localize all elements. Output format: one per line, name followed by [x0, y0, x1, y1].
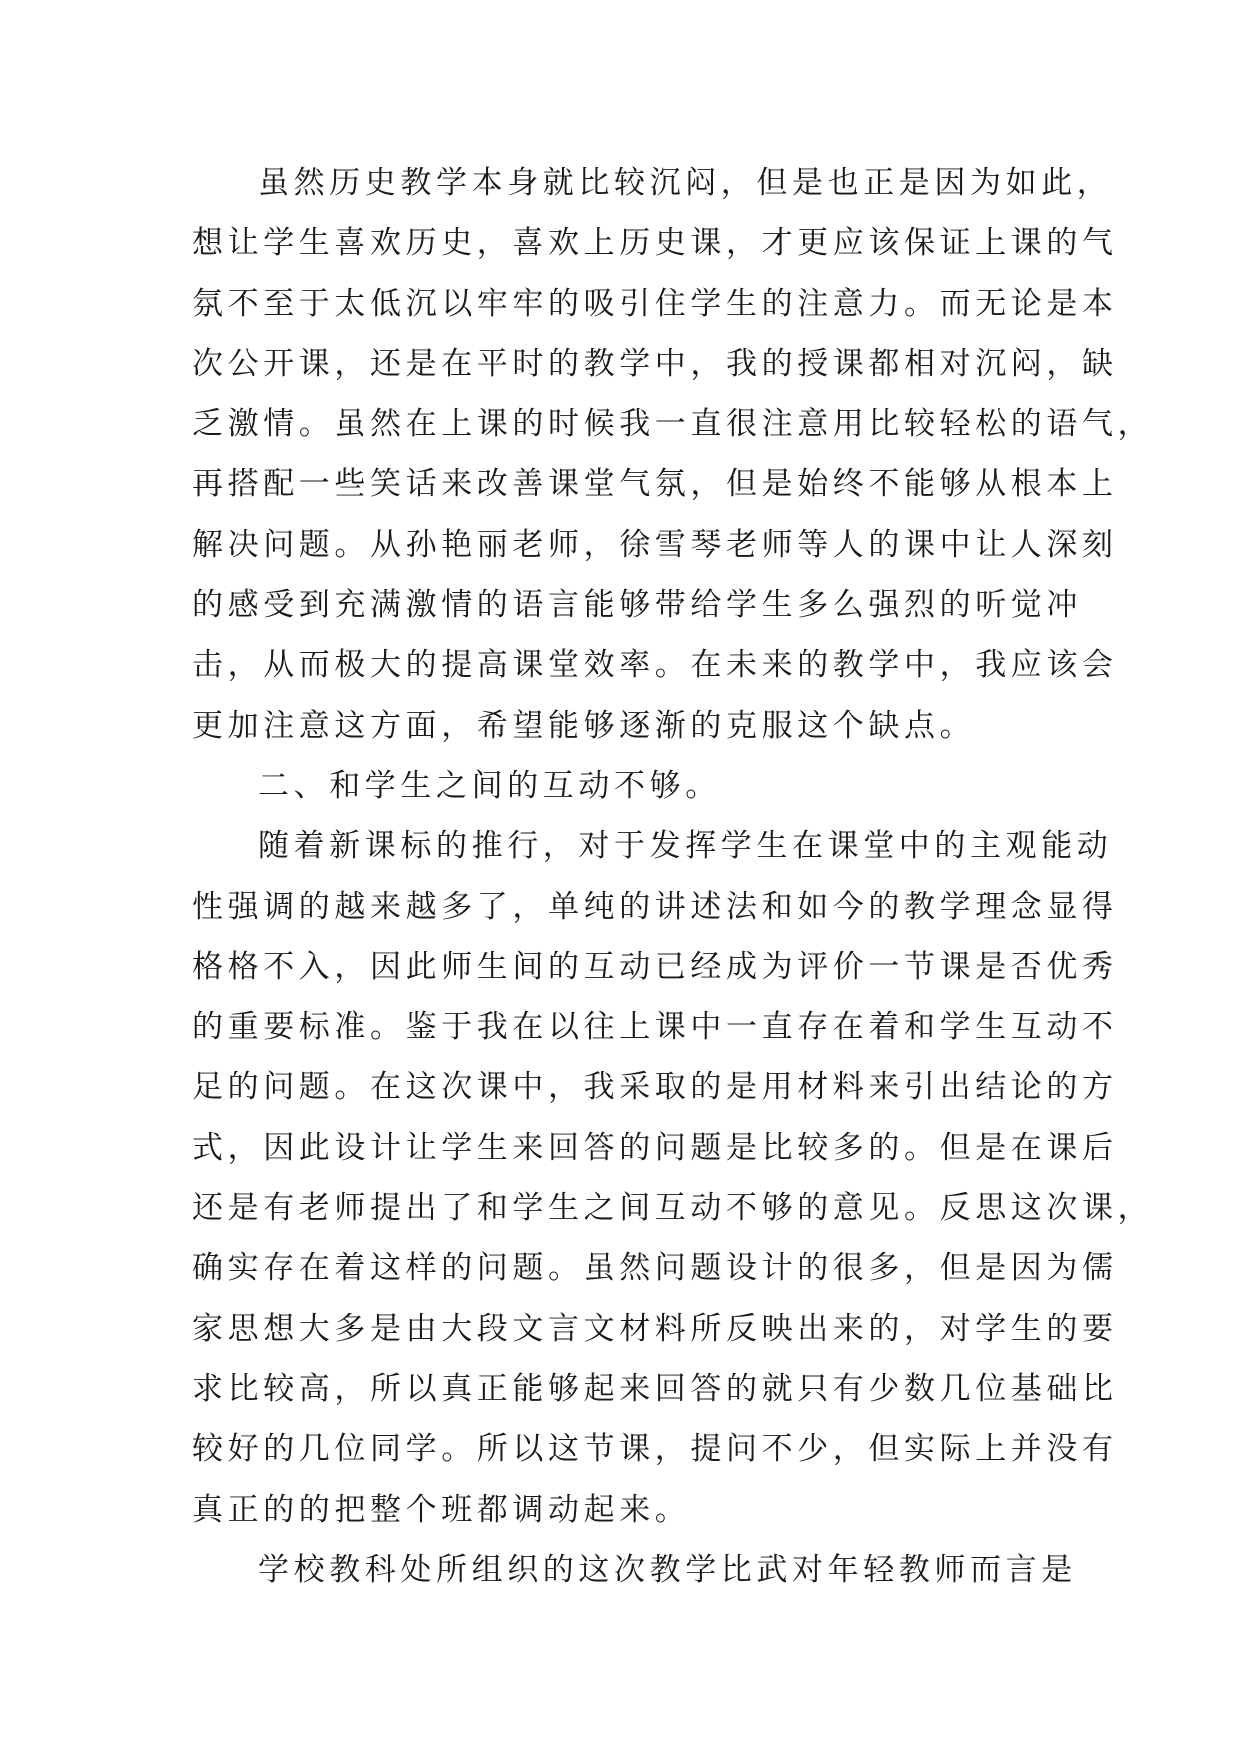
paragraph-line: 家思想大多是由大段文言文材料所反映出来的，对学生的要 — [192, 1310, 1118, 1347]
paragraph-line: 求比较高，所以真正能够起来回答的就只有少数几位基础比 — [192, 1370, 1118, 1407]
paragraph-line: 击，从而极大的提高课堂效率。在未来的教学中，我应该会 — [192, 647, 1118, 684]
paragraph-line: 氛不至于太低沉以牢牢的吸引住学生的注意力。而无论是本 — [192, 285, 1118, 322]
paragraph-line: 学校教科处所组织的这次教学比武对年轻教师而言是 — [258, 1551, 1077, 1588]
paragraph-line: 性强调的越来越多了，单纯的讲述法和如今的教学理念显得 — [192, 888, 1118, 925]
section-heading: 二、和学生之间的互动不够。 — [258, 767, 721, 804]
paragraph-line: 乏激情。虽然在上课的时候我一直很注意用比较轻松的语气， — [192, 406, 1154, 443]
paragraph-line: 足的问题。在这次课中，我采取的是用材料来引出结论的方 — [192, 1069, 1118, 1106]
paragraph-line: 更加注意这方面，希望能够逐渐的克服这个缺点。 — [192, 707, 976, 744]
paragraph-line: 再搭配一些笑话来改善课堂气氛，但是始终不能够从根本上 — [192, 466, 1118, 503]
paragraph-line: 解决问题。从孙艳丽老师，徐雪琴老师等人的课中让人深刻 — [192, 526, 1118, 563]
paragraph-line: 的重要标准。鉴于我在以往上课中一直存在着和学生互动不 — [192, 1009, 1118, 1046]
paragraph-line: 真正的的把整个班都调动起来。 — [192, 1491, 691, 1528]
paragraph-line: 随着新课标的推行，对于发挥学生在课堂中的主观能动 — [258, 828, 1113, 865]
body-text — [192, 163, 1154, 1610]
paragraph-line: 的感受到充满激情的语言能够带给学生多么强烈的听觉冲 — [192, 587, 1082, 624]
paragraph-line: 确实存在着这样的问题。虽然问题设计的很多，但是因为儒 — [192, 1250, 1118, 1287]
paragraph-line: 较好的几位同学。所以这节课，提问不少，但实际上并没有 — [192, 1431, 1118, 1468]
paragraph-line: 想让学生喜欢历史，喜欢上历史课，才更应该保证上课的气 — [192, 225, 1118, 262]
paragraph-line: 还是有老师提出了和学生之间互动不够的意见。反思这次课， — [192, 1190, 1154, 1227]
paragraph-line: 次公开课，还是在平时的教学中，我的授课都相对沉闷，缺 — [192, 345, 1118, 382]
paragraph-line: 格格不入，因此师生间的互动已经成为评价一节课是否优秀 — [192, 948, 1118, 985]
paragraph-line: 式，因此设计让学生来回答的问题是比较多的。但是在课后 — [192, 1129, 1118, 1166]
paragraph-line: 虽然历史教学本身就比较沉闷，但是也正是因为如此， — [258, 165, 1113, 201]
